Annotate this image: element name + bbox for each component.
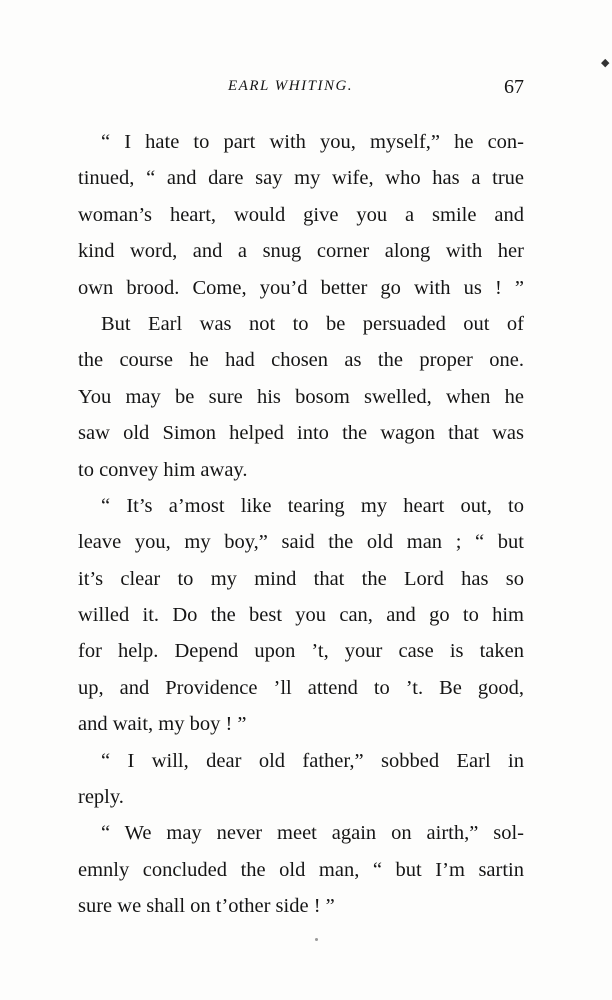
body-text — [78, 124, 524, 925]
text-line: “ It’s a’most like tearing my heart out, to — [101, 494, 524, 517]
text-line: reply. — [78, 786, 124, 809]
ink-speck — [315, 938, 318, 941]
text-line: and wait, my boy ! ” — [78, 713, 247, 736]
text-line: up, and Providence ’ll attend to ’t. Be good, — [78, 676, 524, 699]
text-line: to convey him away. — [78, 458, 248, 481]
corner-ink-mark: ◆ — [601, 57, 610, 69]
text-line: own brood. Come, you’d better go with us ! ” — [78, 276, 524, 299]
text-line: sure we shall on t’other side ! ” — [78, 895, 335, 918]
page-header — [78, 76, 524, 102]
running-title: EARL WHITING. — [228, 78, 354, 94]
text-line: “ I will, dear old father,” sobbed Earl in — [101, 749, 524, 772]
text-line: for help. Depend upon ’t, your case is taken — [78, 640, 524, 663]
text-line: “ We may never meet again on airth,” sol- — [101, 822, 524, 845]
text-line: willed it. Do the best you can, and go to him — [78, 604, 524, 627]
text-line: “ I hate to part with you, myself,” he con- — [101, 131, 524, 153]
text-line: it’s clear to my mind that the Lord has so — [78, 567, 524, 590]
page-number: 67 — [504, 76, 524, 98]
text-line: kind word, and a snug corner along with her — [78, 240, 524, 263]
text-line: woman’s heart, would give you a smile and — [78, 203, 524, 226]
text-line: tinued, “ and dare say my wife, who has a true — [78, 167, 524, 190]
text-line: emnly concluded the old man, “ but I’m sartin — [78, 858, 524, 881]
text-line: saw old Simon helped into the wagon that was — [78, 422, 524, 445]
text-line: leave you, my boy,” said the old man ; “ but — [78, 531, 524, 554]
text-line: You may be sure his bosom swelled, when he — [78, 385, 524, 408]
text-line: the course he had chosen as the proper one. — [78, 349, 524, 372]
text-line: But Earl was not to be persuaded out of — [101, 312, 524, 335]
